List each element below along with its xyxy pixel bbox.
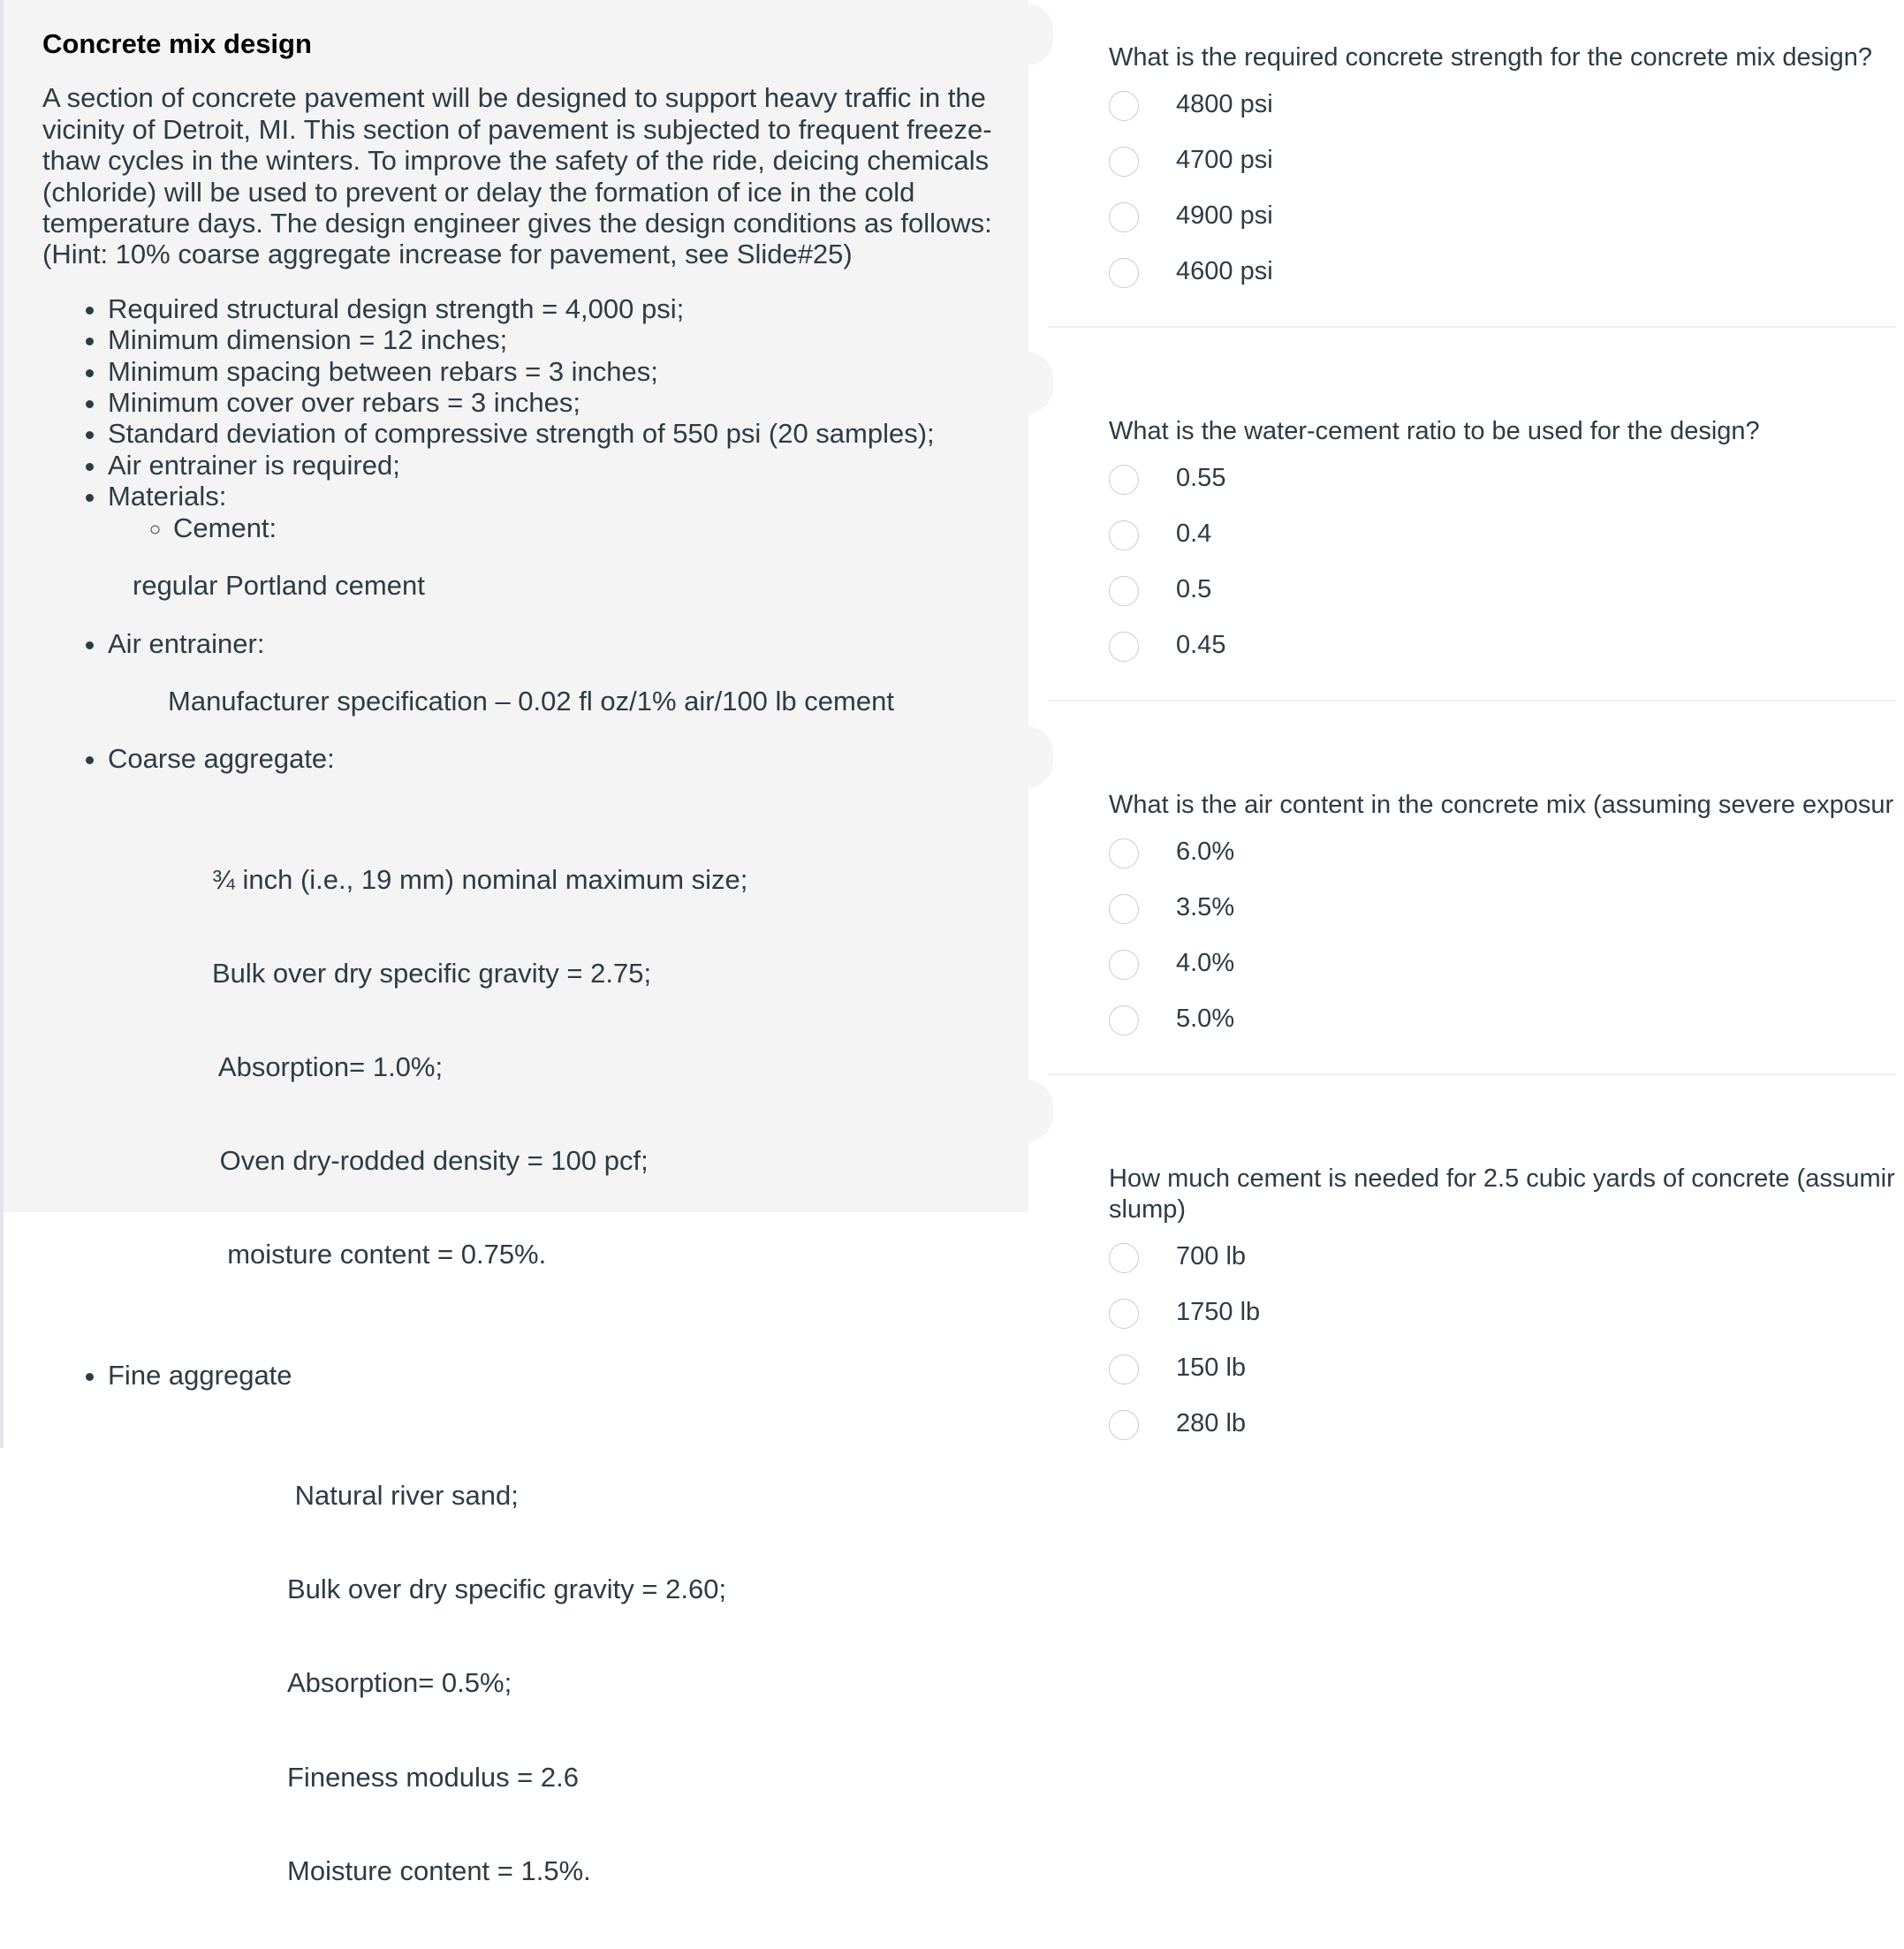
answer-label: 1750 lb (1176, 1298, 1261, 1326)
question-text-line-2: slump) (1109, 1195, 1187, 1224)
materials-label: Materials: (108, 481, 227, 512)
radio-button[interactable] (1109, 838, 1139, 868)
answer-option[interactable] (1109, 520, 1639, 559)
materials-sublist (108, 512, 1028, 543)
coarse-detail: ¾ inch (i.e., 19 mm) nominal maximum size; (212, 863, 748, 895)
radio-button[interactable] (1109, 894, 1139, 924)
answer-option[interactable] (1109, 1299, 1639, 1338)
air-entrainer-detail-block (42, 686, 1028, 717)
answer-option[interactable] (1109, 465, 1639, 504)
radio-button[interactable] (1109, 632, 1139, 662)
answer-label: 4800 psi (1176, 90, 1273, 118)
answer-label: 6.0% (1176, 838, 1235, 866)
panel-notch (1027, 1080, 1053, 1141)
questions-column (1048, 0, 1895, 1448)
answer-label: 4.0% (1176, 949, 1235, 977)
radio-button[interactable] (1109, 576, 1139, 606)
question-divider (1048, 700, 1896, 701)
spec-item: • Minimum dimension = 12 inches; (108, 324, 1028, 355)
answer-option[interactable] (1109, 1410, 1639, 1449)
radio-button[interactable] (1109, 1243, 1139, 1273)
spec-item-materials (108, 481, 1028, 543)
cement-item: ◦ Cement: (173, 512, 1028, 543)
panel-notch (1027, 4, 1053, 65)
intro-line: thaw cycles in the winters. To improve the safety of the ride, deicing chemicals (42, 145, 990, 177)
coarse-aggregate-item: • Coarse aggregate: (108, 743, 1028, 774)
question-divider (1048, 1073, 1896, 1075)
fine-aggregate-detail-block (42, 1417, 1028, 1949)
spec-item: • Required structural design strength = 4,000 psi; (108, 293, 1028, 324)
air-entrainer-item: • Air entrainer: (108, 628, 1028, 659)
radio-button[interactable] (1109, 258, 1139, 288)
stimulus-title: Concrete mix design (42, 28, 312, 59)
coarse-detail: Oven dry-rodded density = 100 pcf; (212, 1145, 649, 1177)
fine-detail: Moisture content = 1.5%. (287, 1854, 591, 1886)
answer-label: 0.5 (1176, 575, 1212, 603)
design-conditions-list (42, 293, 1028, 543)
answer-option[interactable] (1109, 576, 1639, 615)
air-entrainer-detail: Manufacturer specification – 0.02 fl oz/1% air/100 lb cement (168, 685, 894, 717)
answer-option[interactable] (1109, 147, 1639, 186)
answer-label: 4700 psi (1176, 146, 1273, 174)
radio-button[interactable] (1109, 1410, 1139, 1440)
answer-label: 5.0% (1176, 1005, 1235, 1033)
fine-detail: Fineness modulus = 2.6 (287, 1761, 579, 1793)
answer-label: 0.4 (1176, 519, 1212, 548)
question-text: What is the water-cement ratio to be used for the design? (1109, 417, 1760, 445)
coarse-aggregate-list (42, 743, 1028, 774)
intro-line: A section of concrete pavement will be designed to support heavy traffic in the (42, 82, 986, 114)
fine-detail: Bulk over dry specific gravity = 2.60; (287, 1574, 727, 1605)
cement-detail: regular Portland cement (133, 570, 425, 602)
intro-line: vicinity of Detroit, MI. This section of pavement is subjected to frequent freeze- (42, 113, 992, 145)
answer-option[interactable] (1109, 950, 1639, 989)
answer-option[interactable] (1109, 894, 1639, 933)
fine-detail: Natural river sand; (287, 1479, 519, 1511)
answer-label: 700 lb (1176, 1242, 1247, 1270)
answer-option[interactable] (1109, 258, 1639, 297)
answer-option[interactable] (1109, 838, 1639, 877)
answer-label: 3.5% (1176, 893, 1235, 921)
question-text: What is the required concrete strength for the concrete mix design? (1109, 43, 1872, 72)
spec-item: • Standard deviation of compressive strength of 550 psi (20 samples); (108, 418, 1028, 449)
answer-label: 0.45 (1176, 631, 1226, 659)
panel-notch (1027, 352, 1053, 413)
answer-option[interactable] (1109, 1354, 1639, 1393)
spec-item: • Air entrainer is required; (108, 450, 1028, 481)
panel-notch (1027, 726, 1053, 788)
intro-line: (chloride) will be used to prevent or delay the formation of ice in the cold (42, 176, 915, 208)
radio-button[interactable] (1109, 465, 1139, 495)
stimulus-intro (42, 82, 1028, 269)
spec-item: • Minimum spacing between rebars = 3 inches; (108, 356, 1028, 387)
fine-detail: Absorption= 0.5%; (287, 1667, 512, 1699)
answer-option[interactable] (1109, 1005, 1639, 1044)
radio-button[interactable] (1109, 1354, 1139, 1384)
question-divider (1048, 326, 1896, 328)
answer-option[interactable] (1109, 91, 1639, 130)
radio-button[interactable] (1109, 91, 1139, 121)
cement-detail-block (42, 570, 1028, 601)
radio-button[interactable] (1109, 1005, 1139, 1035)
answer-option[interactable] (1109, 632, 1639, 671)
fine-aggregate-item: • Fine aggregate (108, 1360, 1028, 1391)
answer-label: 280 lb (1176, 1409, 1247, 1437)
answer-label: 150 lb (1176, 1354, 1247, 1382)
radio-button[interactable] (1109, 1299, 1139, 1329)
answer-option[interactable] (1109, 202, 1639, 241)
intro-line: (Hint: 10% coarse aggregate increase for pavement, see Slide#25) (42, 239, 853, 270)
radio-button[interactable] (1109, 520, 1139, 550)
fine-aggregate-list (42, 1360, 1028, 1391)
answer-option[interactable] (1109, 1243, 1639, 1282)
answer-label: 4600 psi (1176, 257, 1273, 285)
stimulus-panel (4, 0, 1028, 1886)
coarse-detail: Absorption= 1.0%; (212, 1050, 444, 1082)
radio-button[interactable] (1109, 147, 1139, 177)
radio-button[interactable] (1109, 202, 1139, 232)
coarse-aggregate-detail-block (42, 801, 1028, 1333)
answer-label: 0.55 (1176, 464, 1226, 492)
question-text-line-1: How much cement is needed for 2.5 cubic yards of concrete (assumir (1109, 1164, 1895, 1193)
air-entrainer-list (42, 628, 1028, 659)
radio-button[interactable] (1109, 950, 1139, 980)
answer-label: 4900 psi (1176, 201, 1273, 230)
intro-line: temperature days. The design engineer gives the design conditions as follows: (42, 208, 992, 239)
coarse-detail: moisture content = 0.75%. (212, 1239, 547, 1270)
coarse-detail: Bulk over dry specific gravity = 2.75; (212, 957, 652, 989)
spec-item: • Minimum cover over rebars = 3 inches; (108, 387, 1028, 418)
question-text: What is the air content in the concrete mix (assuming severe exposur (1109, 791, 1894, 819)
